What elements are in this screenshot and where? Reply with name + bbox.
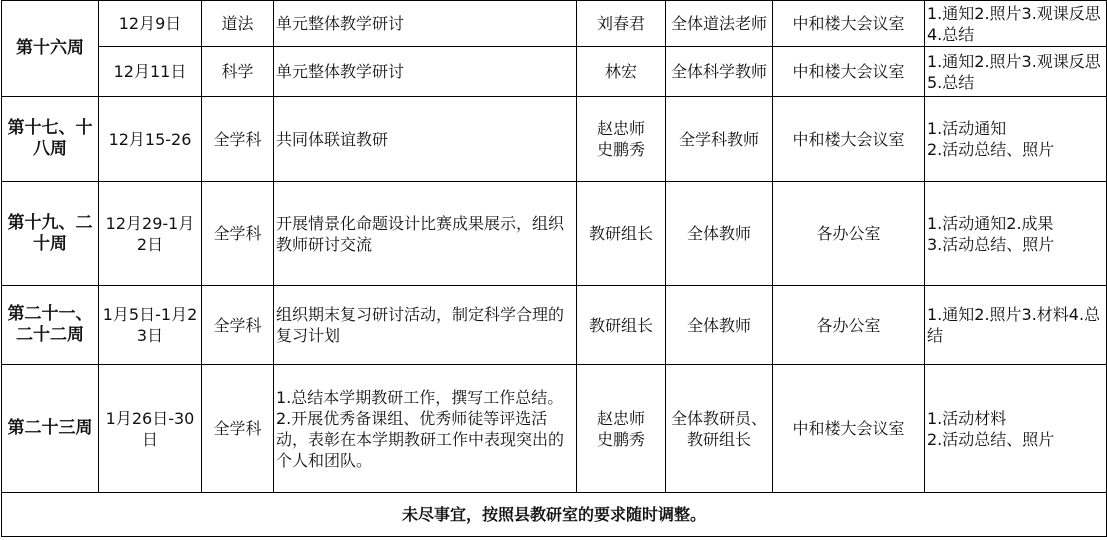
location-cell: 中和楼大会议室 (773, 97, 925, 182)
location-cell: 中和楼大会议室 (773, 47, 925, 97)
content-cell (274, 365, 577, 493)
materials-line: 1.活动材料 (927, 408, 1007, 428)
week-cell: 第十六周 (2, 1, 99, 97)
content-cell: 开展情景化命题设计比赛成果展示，组织教师研讨交流 (274, 182, 577, 286)
content-cell: 组织期末复习研讨活动，制定科学合理的复习计划 (274, 286, 577, 365)
table-row (2, 365, 1107, 493)
subject-cell: 全学科 (202, 286, 274, 365)
host-line: 赵忠师 (596, 119, 645, 138)
materials-cell (925, 365, 1107, 493)
week-cell: 第十七、十八周 (2, 97, 99, 182)
date-cell: 12月29-1月2日 (99, 182, 202, 286)
host-cell: 刘春君 (577, 1, 666, 47)
table-row (2, 182, 1107, 286)
content-line: 2.开展优秀备课组、优秀师徒等评选活动，表彰在本学期教研工作中表现突出的个人和团队。 (276, 408, 565, 470)
participants-cell: 全体道法老师 (666, 1, 773, 47)
materials-line: 1.活动通知2.成果 (927, 213, 1054, 233)
host-cell (577, 97, 666, 182)
participants-cell: 全体教师 (666, 286, 773, 365)
location-cell: 各办公室 (773, 182, 925, 286)
content-cell: 共同体联谊教研 (274, 97, 577, 182)
date-cell: 1月26日-30日 (99, 365, 202, 493)
materials-cell (925, 182, 1107, 286)
subject-cell: 道法 (202, 1, 274, 47)
schedule-table (1, 0, 1107, 537)
materials-cell: 1.通知2.照片3.观课反思5.总结 (925, 47, 1107, 97)
materials-line: 2.活动总结、照片 (927, 140, 1055, 159)
content-line: 1.总结本学期教研工作，撰写工作总结。 (276, 387, 564, 407)
content-cell: 单元整体教学研讨 (274, 1, 577, 47)
content-cell: 单元整体教学研讨 (274, 47, 577, 97)
week-cell: 第二十一、二十二周 (2, 286, 99, 365)
week-cell: 第二十三周 (2, 365, 99, 493)
participants-cell: 全体教研员、教研组长 (666, 365, 773, 493)
location-cell: 各办公室 (773, 286, 925, 365)
host-cell: 林宏 (577, 47, 666, 97)
materials-line: 3.活动总结、照片 (927, 234, 1055, 254)
materials-line: 1.活动通知 (927, 119, 1007, 138)
host-cell: 教研组长 (577, 286, 666, 365)
participants-cell: 全学科教师 (666, 97, 773, 182)
subject-cell: 科学 (202, 47, 274, 97)
subject-cell: 全学科 (202, 182, 274, 286)
footer-note: 未尽事宜，按照县教研室的要求随时调整。 (2, 493, 1107, 537)
footer-row (2, 493, 1107, 537)
subject-cell: 全学科 (202, 97, 274, 182)
location-cell: 中和楼大会议室 (773, 365, 925, 493)
host-line: 史鹏秀 (596, 140, 645, 159)
date-cell: 12月9日 (99, 1, 202, 47)
participants-cell: 全体教师 (666, 182, 773, 286)
participants-cell: 全体科学教师 (666, 47, 773, 97)
materials-line: 2.活动总结、照片 (927, 429, 1055, 449)
week-cell: 第十九、二十周 (2, 182, 99, 286)
table-row (2, 1, 1107, 47)
location-cell: 中和楼大会议室 (773, 1, 925, 47)
materials-cell: 1.通知2.照片3.材料4.总结 (925, 286, 1107, 365)
materials-cell: 1.通知2.照片3.观课反思4.总结 (925, 1, 1107, 47)
date-cell: 12月11日 (99, 47, 202, 97)
host-cell (577, 365, 666, 493)
date-cell: 1月5日-1月23日 (99, 286, 202, 365)
table-row (2, 47, 1107, 97)
table-row (2, 286, 1107, 365)
host-line: 赵忠师 (596, 408, 645, 428)
date-cell: 12月15-26 (99, 97, 202, 182)
host-line: 史鹏秀 (596, 429, 645, 449)
host-cell: 教研组长 (577, 182, 666, 286)
table-row (2, 97, 1107, 182)
subject-cell: 全学科 (202, 365, 274, 493)
materials-cell (925, 97, 1107, 182)
